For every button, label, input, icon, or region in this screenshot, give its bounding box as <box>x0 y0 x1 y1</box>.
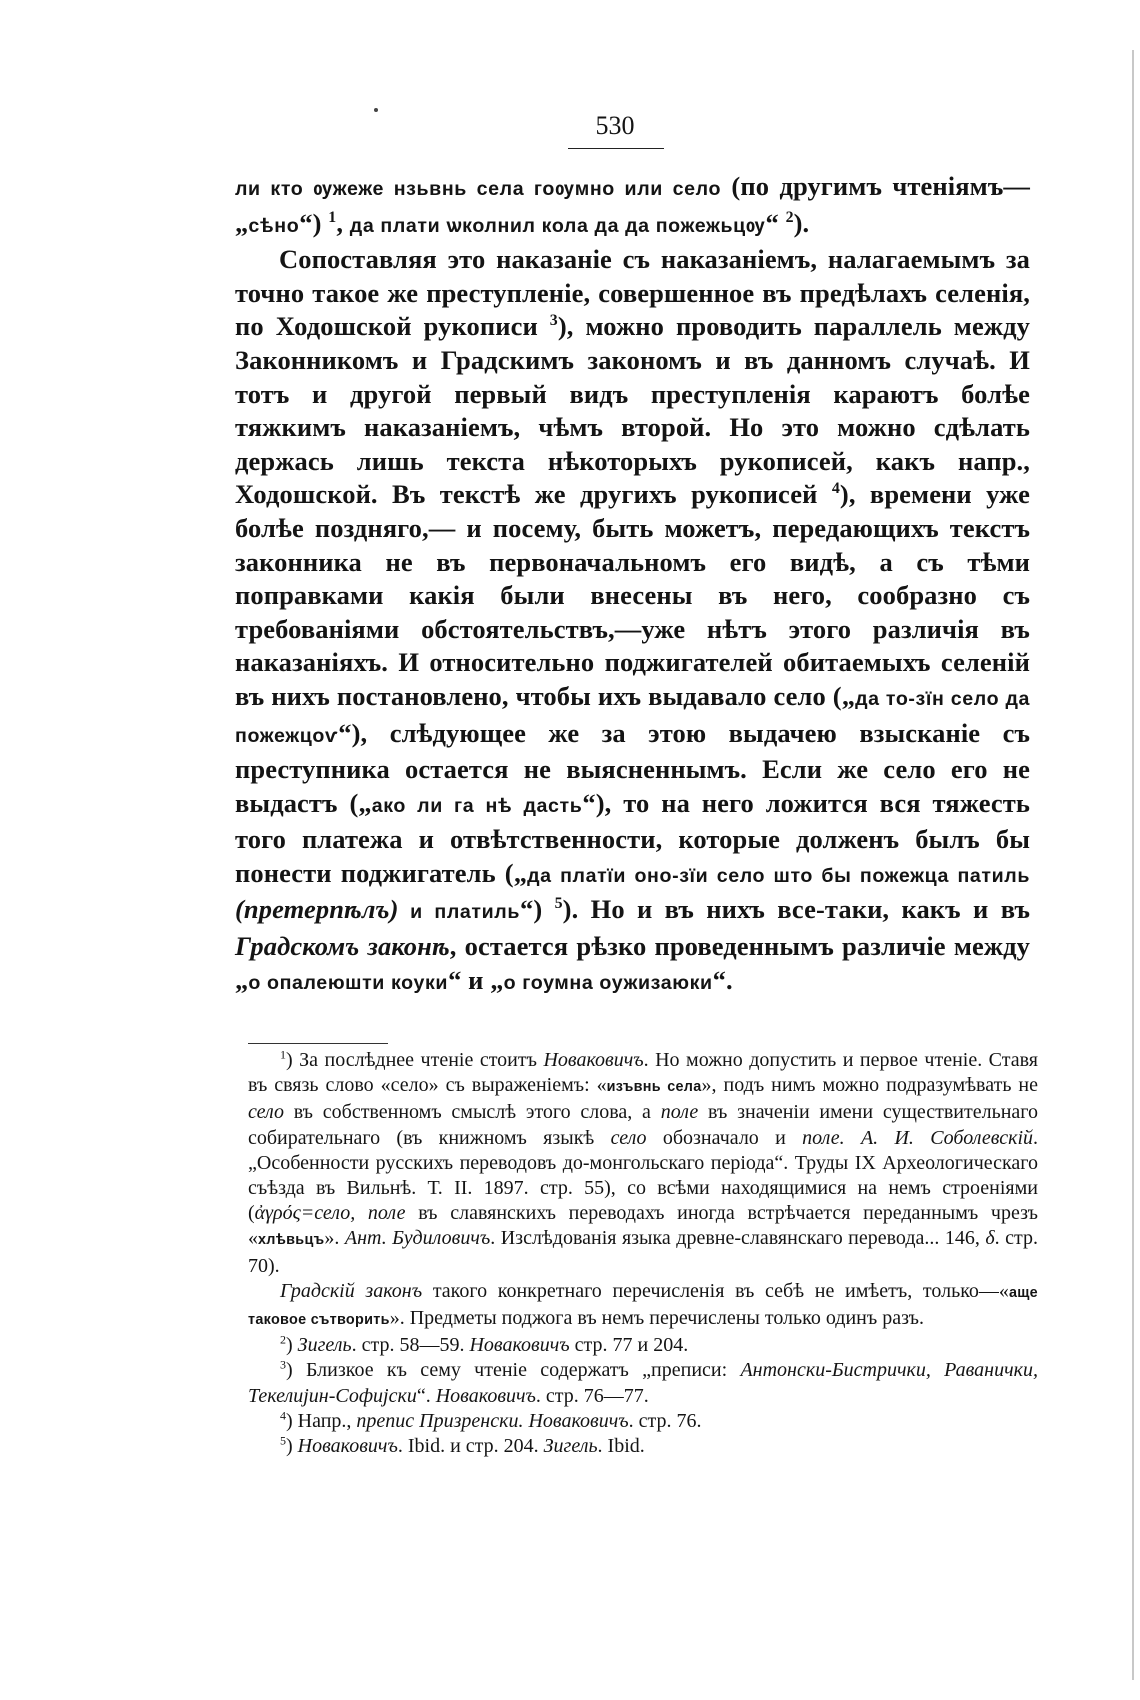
footnote-2: $^2$) Зигель. стр. 58—59. Новаковичъ стр. 77 и 204. <box>280 1332 689 1357</box>
footnote-1-continued: Градскій законъ такого конкретнаго перечисленія въ себѣ не имѣетъ, только—«аще таковое сътворить». Предметы поджога въ немъ перечислены только одинъ разъ. <box>248 1279 1038 1330</box>
page-number: 530 <box>595 111 635 140</box>
footnote-mark: 1 <box>280 1047 286 1062</box>
slavonic-quote: да платїи оно-зїи село што бы пожежца патиль <box>527 864 1030 887</box>
footnote-1: $^1$) За послѣднее чтеніе стоитъ Новаковичъ. Но можно допустить и первое чтеніе. Ставя въ связь слово «село» съ выраженіемъ: «изъвнь села», подъ нимъ можно подразумѣвать не село въ собственномъ смыслѣ этого слова, а поле въ значеніи имени существительнаго собирательнаго (въ книжномъ языкѣ село обозначало и поле. А. И. Соболевскій. „Особенности русскихъ переводовъ до-монгольскаго періода“. Труды IX Археологическаго съѣзда въ Вильнѣ. Т. II. 1897. стр. 55), со всѣми находящимися на немъ строеніями (ἀγρός=село, поле въ славянскихъ переводахъ иногда встрѣчается переданнымъ чрезъ «хлѣвьцъ». Ант. Будиловичъ. Изслѣдованія языка древне-славянскаго перевода... 146, δ. стр. 70). <box>248 1047 1039 1277</box>
footnote-mark: 3 <box>280 1357 286 1372</box>
paragraph-2: Сопоставляя это наказаніе съ наказаніемъ, налагаемымъ за точно такое же преступленіе, совершенное въ предѣлахъ селенія, по Ходошской рукописи $^3$), можно проводить параллель между Законникомъ и Градскимъ закономъ и въ данномъ случаѣ. И тотъ и другой первый видъ преступленія караютъ болѣе тяжкимъ наказаніемъ, чѣмъ второй. Но это можно сдѣлать держась лишь текста нѣкоторыхъ рукописей, какъ напр., Ходошской. Въ текстѣ же другихъ рукописей $^4$), времени уже болѣе поздняго,— и посему, быть можетъ, передающихъ текстъ законника не въ первоначальномъ его видѣ, а съ тѣми поправками какія были внесены въ него, сообразно съ требованіями обстоятельствъ,—уже нѣтъ этого различія въ наказаніяхъ. И относительно поджигателей обитаемыхъ селеній въ нихъ постановлено, чтобы ихъ выдавало село („да то-зїн село да пожежцоѵ“), слѣдующее же за этою выдачею взысканіе съ преступника остается не выясненнымъ. Если же село его не выдастъ („ако ли га нѣ дасть“), то на него ложится вся тяжесть того платежа и отвѣтственности, которые долженъ былъ бы понести поджигатель („да платїи оно-зїи село што бы пожежца патиль (претерпѣлъ) и платиль“) $^5$). Но и въ нихъ все-таки, какъ и въ Градскомъ законѣ, остается рѣзко проведеннымъ различіе между „о опалеюшти коуки“ и „о гоумна оужизаюки“. <box>235 244 1030 995</box>
slavonic-quote: и платиль <box>398 901 520 924</box>
slavonic-quote: хлѣвьцъ <box>258 1232 325 1249</box>
footnote-separator <box>248 1043 388 1044</box>
footnote-ref: 2 <box>785 208 794 226</box>
slavonic-quote: сѣно <box>248 214 300 237</box>
footnote-mark: 2 <box>280 1332 286 1347</box>
ink-speck <box>374 108 378 112</box>
slavonic-quote: да плати ѡколнил кола да да пожежьцѹ <box>349 214 766 237</box>
slavonic-quote: о опалеюшти коуки <box>248 971 449 994</box>
italic-title: Градскомъ законѣ <box>235 931 450 962</box>
paragraph-1: ли кто ѹжеже нзьвнь села гоѹмно или село (по другимъ чтеніямъ—„сѣно“) $^1$, да плати ѡколнил кола да да пожежьцѹ“ $^2$). <box>235 171 1030 238</box>
footnote-ref: 4 <box>831 480 840 498</box>
slavonic-quote: ако ли га нѣ дасть <box>371 794 583 817</box>
slavonic-quote: изъвнь села <box>606 1079 702 1096</box>
italic-gloss: (претерпѣлъ) <box>235 894 399 925</box>
scan-edge-line <box>1132 50 1134 1680</box>
footnote-3: $^3$) Близкое къ сему чтеніе содержатъ „преписи: Антонски-Бистрички, Раванички, Текелиjин-Софиjски“. Новаковичъ. стр. 76—77. <box>248 1357 1038 1407</box>
footnote-mark: 4 <box>280 1408 286 1423</box>
footnote-4: $^4$) Напр., препис Призренски. Новаковичъ. стр. 76. <box>280 1408 702 1432</box>
footnote-mark: 5 <box>280 1433 286 1448</box>
slavonic-quote: аще таковое сътворить <box>248 1284 1038 1329</box>
footnotes <box>248 1048 1038 1459</box>
main-text <box>235 170 1030 1000</box>
page-number-rule <box>568 148 664 149</box>
slavonic-quote: да то-зїн село да пожежцоѵ <box>235 687 1030 747</box>
footnote-ref: 5 <box>554 895 563 913</box>
footnote-ref: 1 <box>328 208 337 226</box>
slavonic-quote: о гоумна оужизаюки <box>503 971 713 994</box>
footnote-5: $^5$) Новаковичъ. Ibid. и стр. 204. Зигель. Ibid. <box>280 1433 645 1458</box>
footnote-ref: 3 <box>549 312 558 330</box>
slavonic-quote: ли кто ѹжеже нзьвнь села гоѹмно или село <box>235 178 722 200</box>
